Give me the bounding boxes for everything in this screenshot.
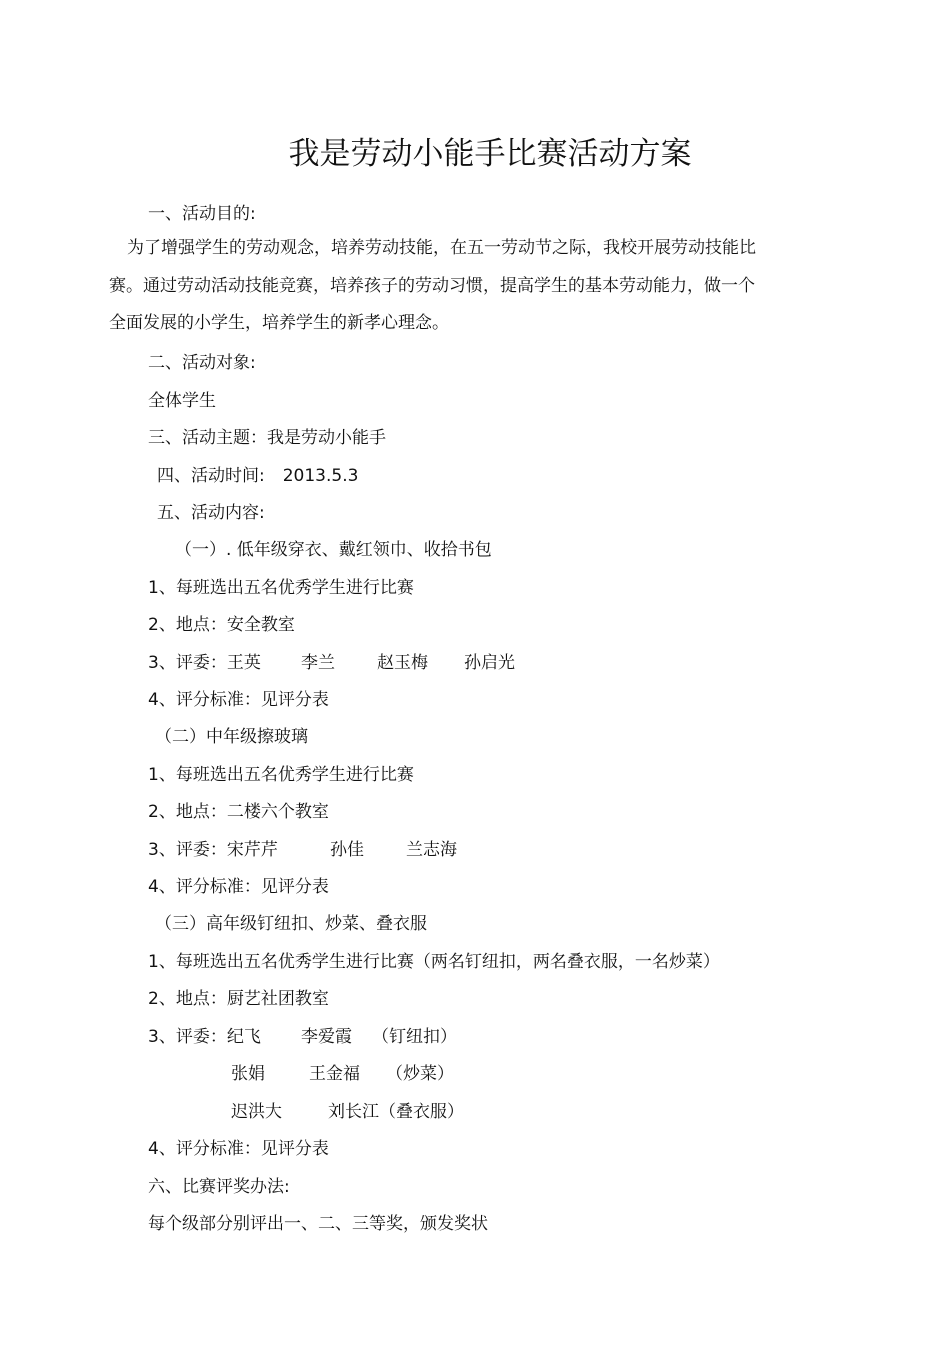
section-5-heading: 五、活动内容:	[157, 503, 265, 523]
section-3-line: 三、活动主题：我是劳动小能手	[148, 428, 386, 448]
group-1-judge-2: 李兰	[301, 653, 335, 673]
group-2-item-4: 4、评分标准：见评分表	[148, 877, 329, 897]
group-2-judge-3: 兰志海	[406, 840, 457, 860]
section-6-text: 每个级部分别评出一、二、三等奖，颁发奖状	[148, 1214, 488, 1234]
group-1-judge-4: 孙启光	[464, 653, 515, 673]
group-1-item-2: 2、地点：安全教室	[148, 615, 295, 635]
paragraph-line: 赛。通过劳动活动技能竞赛，培养孩子的劳动习惯，提高学生的基本劳动能力，做一个	[109, 275, 755, 296]
group-2-item-1: 1、每班选出五名优秀学生进行比赛	[148, 765, 414, 785]
group-3-item-1: 1、每班选出五名优秀学生进行比赛（两名钉纽扣，两名叠衣服，一名炒菜）	[148, 952, 720, 972]
section-4-date: 2013.5.3	[282, 466, 359, 486]
group-3-row-3-judge-1: 迟洪大	[231, 1102, 282, 1122]
group-1-item-4: 4、评分标准：见评分表	[148, 690, 329, 710]
section-2-value: 全体学生	[148, 391, 216, 411]
section-4-label: 四、活动时间:	[157, 466, 265, 486]
group-3-judges-label: 3、评委：纪飞	[148, 1027, 261, 1047]
section-6-heading: 六、比赛评奖办法:	[148, 1177, 290, 1197]
group-3-row-1-judge-2: 李爱霞	[301, 1027, 352, 1047]
group-3-row-1-note: （钉纽扣）	[372, 1027, 457, 1047]
section-1-paragraph	[109, 230, 799, 343]
group-1-judge-3: 赵玉梅	[377, 653, 428, 673]
group-3-heading: （三）高年级钉纽扣、炒菜、叠衣服	[155, 914, 427, 934]
group-3-item-2: 2、地点：厨艺社团教室	[148, 989, 329, 1009]
group-2-judges-label: 3、评委：宋芹芹	[148, 840, 278, 860]
group-3-row-2-judge-1: 张娟	[231, 1064, 265, 1084]
paragraph-line: 为了增强学生的劳动观念，培养劳动技能，在五一劳动节之际，我校开展劳动技能比	[127, 238, 756, 258]
group-1-judges-label: 3、评委：王英	[148, 653, 261, 673]
paragraph-line: 全面发展的小学生，培养学生的新孝心理念。	[109, 313, 449, 333]
group-1-item-1: 1、每班选出五名优秀学生进行比赛	[148, 578, 414, 598]
document-title: 我是劳动小能手比赛活动方案	[288, 136, 692, 172]
group-3-item-4: 4、评分标准：见评分表	[148, 1139, 329, 1159]
section-1-heading: 一、活动目的:	[148, 204, 256, 224]
group-3-row-2-judge-2: 王金福	[309, 1064, 360, 1084]
section-2-heading: 二、活动对象:	[148, 353, 256, 373]
group-2-item-2: 2、地点：二楼六个教室	[148, 802, 329, 822]
group-2-judge-2: 孙佳	[330, 840, 364, 860]
group-1-heading: （一）. 低年级穿衣、戴红领巾、收拾书包	[175, 540, 492, 560]
group-3-row-2-note: （炒菜）	[386, 1064, 454, 1084]
group-2-heading: （二）中年级擦玻璃	[155, 727, 308, 747]
group-3-row-3-judge-2: 刘长江（叠衣服）	[328, 1102, 464, 1122]
section-4-line	[157, 464, 358, 488]
